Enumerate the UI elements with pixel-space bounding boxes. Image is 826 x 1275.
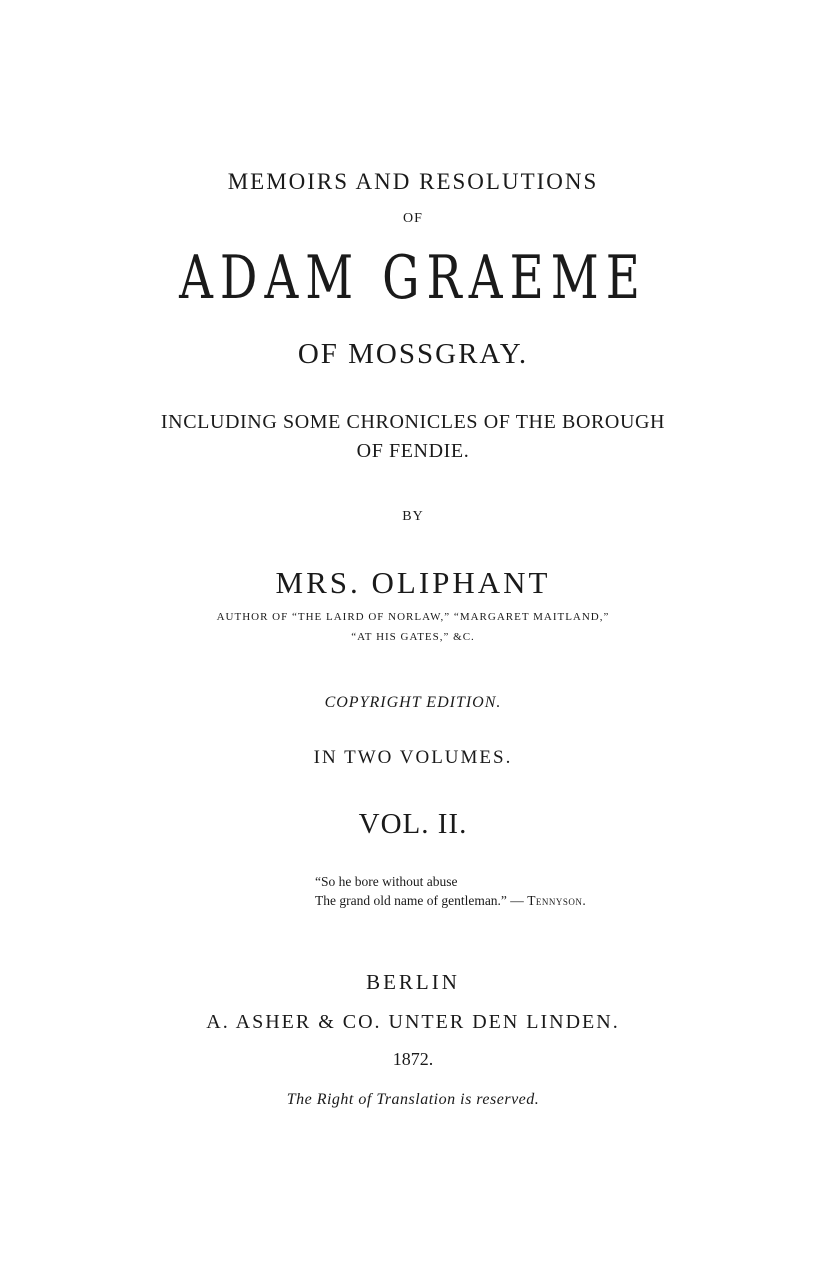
of-word: OF <box>403 211 423 226</box>
author-name: MRS. OLIPHANT <box>275 565 551 600</box>
other-works-line-2: “AT HIS GATES,” &C. <box>351 631 475 643</box>
volumes-line: IN TWO VOLUMES. <box>313 747 513 768</box>
by-line: BY <box>402 509 424 524</box>
rights-notice: The Right of Translation is reserved. <box>286 1091 540 1108</box>
epigraph-line-2-text: The grand old name of gentleman.” — <box>315 893 524 908</box>
epigraph-line-1: “So he bore without abuse <box>315 874 458 889</box>
epigraph-attribution: Tennyson. <box>527 893 587 908</box>
epigraph-line-2 <box>315 891 586 910</box>
place-line: OF MOSSGRAY. <box>297 338 529 370</box>
subtitle-line-2: OF FENDIE. <box>356 440 470 462</box>
volume-number: VOL. II. <box>358 808 468 840</box>
publication-year: 1872. <box>392 1049 434 1069</box>
publisher-line: A. ASHER & CO. UNTER DEN LINDEN. <box>206 1011 620 1033</box>
series-title: MEMOIRS AND RESOLUTIONS <box>227 169 599 194</box>
main-title: ADAM GRAEME <box>179 243 647 313</box>
publication-city: BERLIN <box>366 970 460 994</box>
other-works-line-1: AUTHOR OF “THE LAIRD OF NORLAW,” “MARGARET MAITLAND,” <box>216 611 610 623</box>
epigraph <box>315 872 586 910</box>
edition-line: COPYRIGHT EDITION. <box>324 694 502 711</box>
subtitle-line-1: INCLUDING SOME CHRONICLES OF THE BOROUGH <box>160 411 666 433</box>
